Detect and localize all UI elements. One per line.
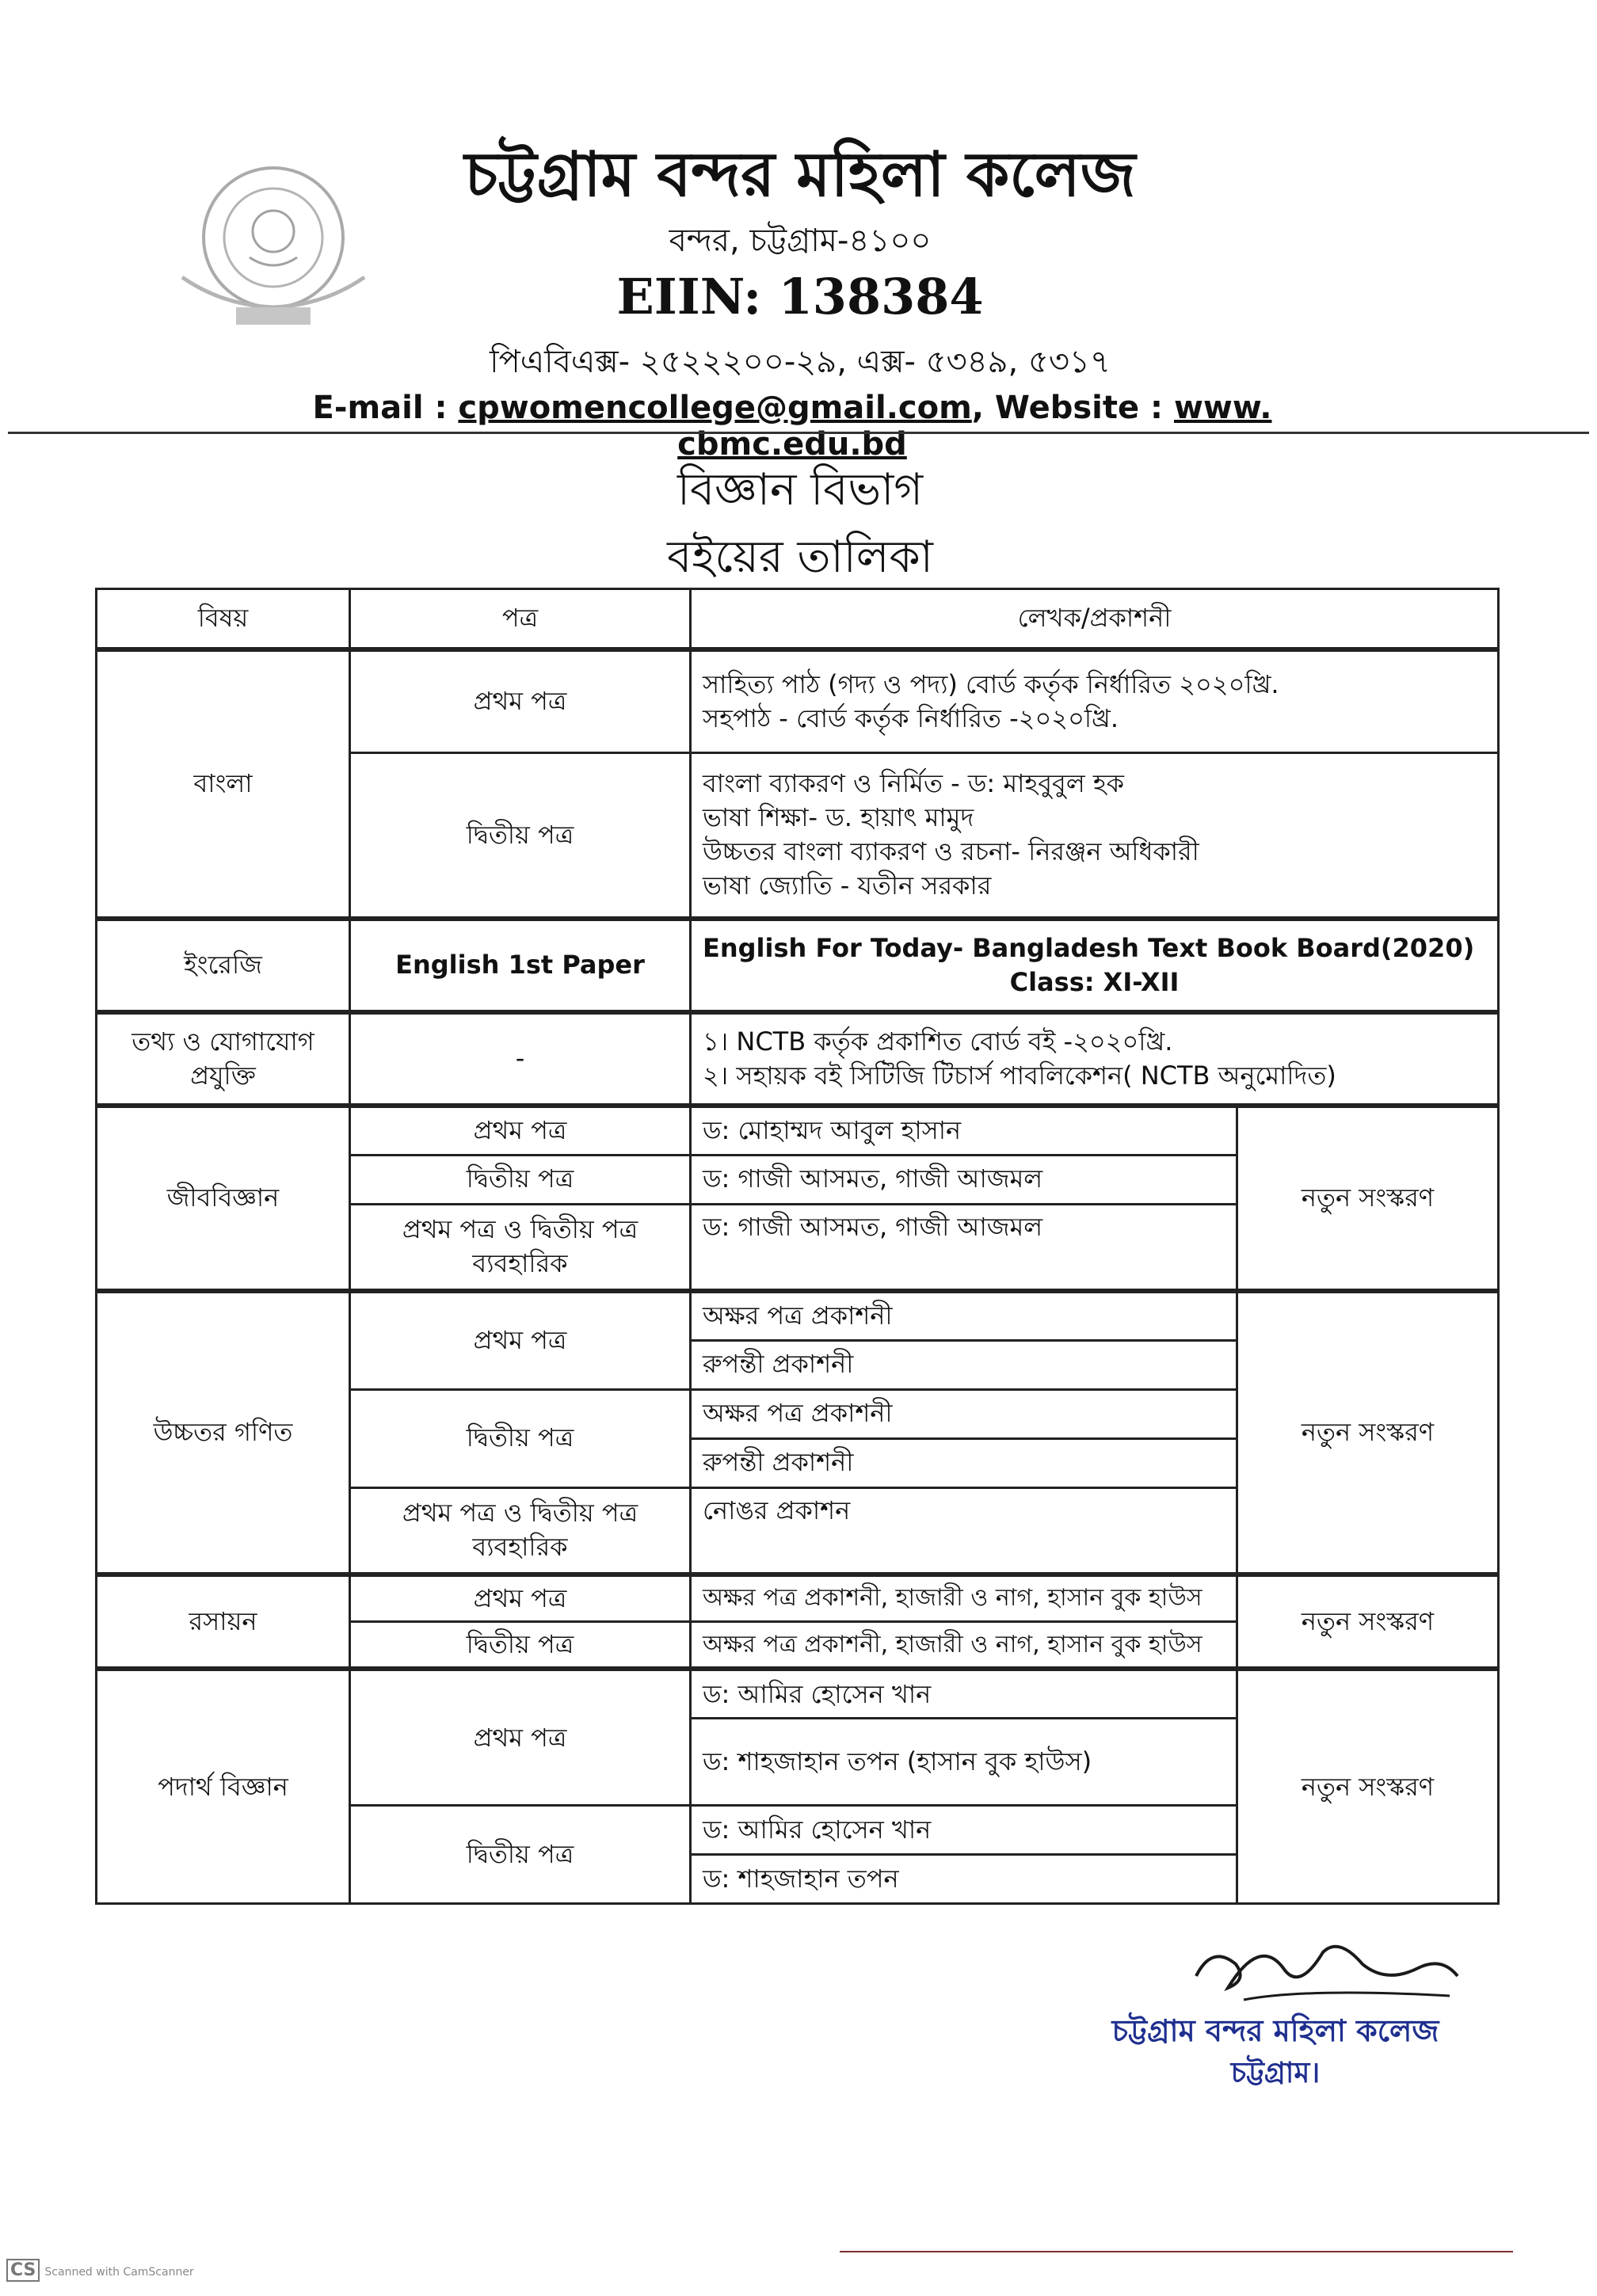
table-row <box>97 1669 1499 1718</box>
header-paper: পত্র <box>350 589 691 650</box>
table-row <box>97 1106 1499 1155</box>
paper-cell: প্রথম পত্র ও দ্বিতীয় পত্র ব্যবহারিক <box>350 1204 691 1291</box>
author-cell: ড: শাহজাহান তপন <box>691 1854 1237 1903</box>
paper-cell: দ্বিতীয় পত্র <box>350 1389 691 1487</box>
subject-physics: পদার্থ বিজ্ঞান <box>97 1669 350 1903</box>
table-header-row <box>97 589 1499 650</box>
author-cell <box>691 919 1499 1012</box>
contact-line <box>198 390 1386 463</box>
email-label: E-mail : <box>312 390 459 426</box>
email-address: cpwomencollege@gmail.com <box>458 390 972 426</box>
author-cell: ড: গাজী আসমত, গাজী আজমল <box>691 1155 1237 1204</box>
paper-cell: দ্বিতীয় পত্র <box>350 752 691 919</box>
subject-bangla: বাংলা <box>97 649 350 919</box>
author-cell: অক্ষর পত্র প্রকাশনী <box>691 1291 1237 1340</box>
paper-cell: English 1st Paper <box>350 919 691 1012</box>
camscanner-badge: CS <box>6 2259 40 2282</box>
pabx-numbers: পিএবিএক্স- ২৫২২২০০-২৯, এক্স- ৫৩৪৯, ৫৩১৭ <box>490 344 1111 380</box>
paper-cell: দ্বিতীয় পত্র <box>350 1805 691 1903</box>
book-line: উচ্চতর বাংলা ব্যাকরণ ও রচনা- নিরঞ্জন অধিকারী <box>703 836 1199 867</box>
paper-cell: প্রথম পত্র <box>350 1574 691 1622</box>
bottom-divider <box>840 2251 1513 2252</box>
author-cell <box>691 1012 1499 1106</box>
author-cell: ড: আমির হোসেন খান <box>691 1805 1237 1854</box>
website-address: www. cbmc.edu.bd <box>677 390 1272 463</box>
author-cell: ড: শাহজাহান তপন (হাসান বুক হাউস) <box>691 1718 1237 1805</box>
book-line: ১। NCTB কর্তৃক প্রকাশিত বোর্ড বই -২০২০খ্রি. <box>703 1026 1173 1057</box>
author-cell <box>691 649 1499 752</box>
book-line: সহপাঠ - বোর্ড কর্তৃক নির্ধারিত -২০২০খ্রি. <box>703 703 1119 733</box>
subject-higher-math: উচ্চতর গণিত <box>97 1291 350 1574</box>
author-cell: রুপন্তী প্রকাশনী <box>691 1438 1237 1487</box>
paper-cell: দ্বিতীয় পত্র <box>350 1155 691 1204</box>
paper-cell: দ্বিতীয় পত্র <box>350 1622 691 1670</box>
paper-cell: - <box>350 1012 691 1106</box>
book-line: ভাষা শিক্ষা- ড. হায়াৎ মামুদ <box>703 802 974 833</box>
college-address: বন্দর, চট্টগ্রাম-৪১০০ <box>669 223 932 259</box>
table-row <box>97 649 1499 752</box>
subject-biology: জীববিজ্ঞান <box>97 1106 350 1291</box>
stamp-city: চট্টগ্রাম। <box>1230 2057 1321 2089</box>
author-cell: অক্ষর পত্র প্রকাশনী, হাজারী ও নাগ, হাসান বুক হাউস <box>691 1622 1237 1670</box>
book-line: English For Today- Bangladesh Text Book Board(2020) <box>703 932 1475 963</box>
subject-chemistry: রসায়ন <box>97 1574 350 1669</box>
book-list-table <box>95 588 1500 1905</box>
department-title: বিজ্ঞান বিভাগ <box>677 464 924 516</box>
paper-cell: প্রথম পত্র <box>350 1106 691 1155</box>
table-row <box>97 919 1499 1012</box>
college-logo-seal <box>174 158 372 333</box>
book-line: সাহিত্য পাঠ (গদ্য ও পদ্য) বোর্ড কর্তৃক নির্ধারিত ২০২০খ্রি. <box>703 668 1279 699</box>
edition-note: নতুন সংস্করণ <box>1237 1291 1499 1574</box>
table-row <box>97 1291 1499 1340</box>
college-name: চট্টগ্রাম বন্দর মহিলা কলেজ <box>464 139 1136 211</box>
book-line: বাংলা ব্যাকরণ ও নির্মিত - ড: মাহবুবুল হক <box>703 767 1125 798</box>
edition-note: নতুন সংস্করণ <box>1237 1669 1499 1903</box>
header-subject: বিষয় <box>97 589 350 650</box>
paper-cell: প্রথম পত্র ও দ্বিতীয় পত্র ব্যবহারিক <box>350 1487 691 1574</box>
website-label: , Website : <box>971 390 1174 426</box>
table-row <box>97 1012 1499 1106</box>
author-cell: অক্ষর পত্র প্রকাশনী <box>691 1389 1237 1438</box>
subject-ict: তথ্য ও যোগাযোগ প্রযুক্তি <box>97 1012 350 1106</box>
book-line: Class: XI-XII <box>1009 967 1180 997</box>
eiin-number: EIIN: 138384 <box>616 268 984 326</box>
subject-english: ইংরেজি <box>97 919 350 1012</box>
author-cell: রুপন্তী প্রকাশনী <box>691 1340 1237 1389</box>
author-cell: ড: গাজী আসমত, গাজী আজমল <box>691 1204 1237 1291</box>
paper-cell: প্রথম পত্র <box>350 1669 691 1805</box>
edition-note: নতুন সংস্করণ <box>1237 1106 1499 1291</box>
author-cell: ড: আমির হোসেন খান <box>691 1669 1237 1718</box>
book-line: ভাষা জ্যোতি - যতীন সরকার <box>703 870 992 901</box>
author-cell: নোঙর প্রকাশন <box>691 1487 1237 1574</box>
paper-cell: প্রথম পত্র <box>350 1291 691 1389</box>
header-author-publisher: লেখক/প্রকাশনী <box>691 589 1499 650</box>
book-line: ২। সহায়ক বই সিটিজি টিচার্স পাবলিকেশন( NCTB অনুমোদিত) <box>703 1060 1336 1091</box>
book-list-title: বইয়ের তালিকা <box>667 531 933 583</box>
scanner-watermark <box>6 2259 194 2282</box>
edition-note: নতুন সংস্করণ <box>1237 1574 1499 1669</box>
header-divider <box>8 432 1589 434</box>
principal-college-stamp: চট্টগ্রাম বন্দর মহিলা কলেজ <box>1111 2013 1439 2048</box>
paper-cell: প্রথম পত্র <box>350 649 691 752</box>
scanner-text: Scanned with CamScanner <box>44 2266 194 2279</box>
author-cell: ড: মোহাম্মদ আবুল হাসান <box>691 1106 1237 1155</box>
author-cell: অক্ষর পত্র প্রকাশনী, হাজারী ও নাগ, হাসান বুক হাউস <box>691 1574 1237 1622</box>
author-cell <box>691 752 1499 919</box>
table-row <box>97 1574 1499 1622</box>
